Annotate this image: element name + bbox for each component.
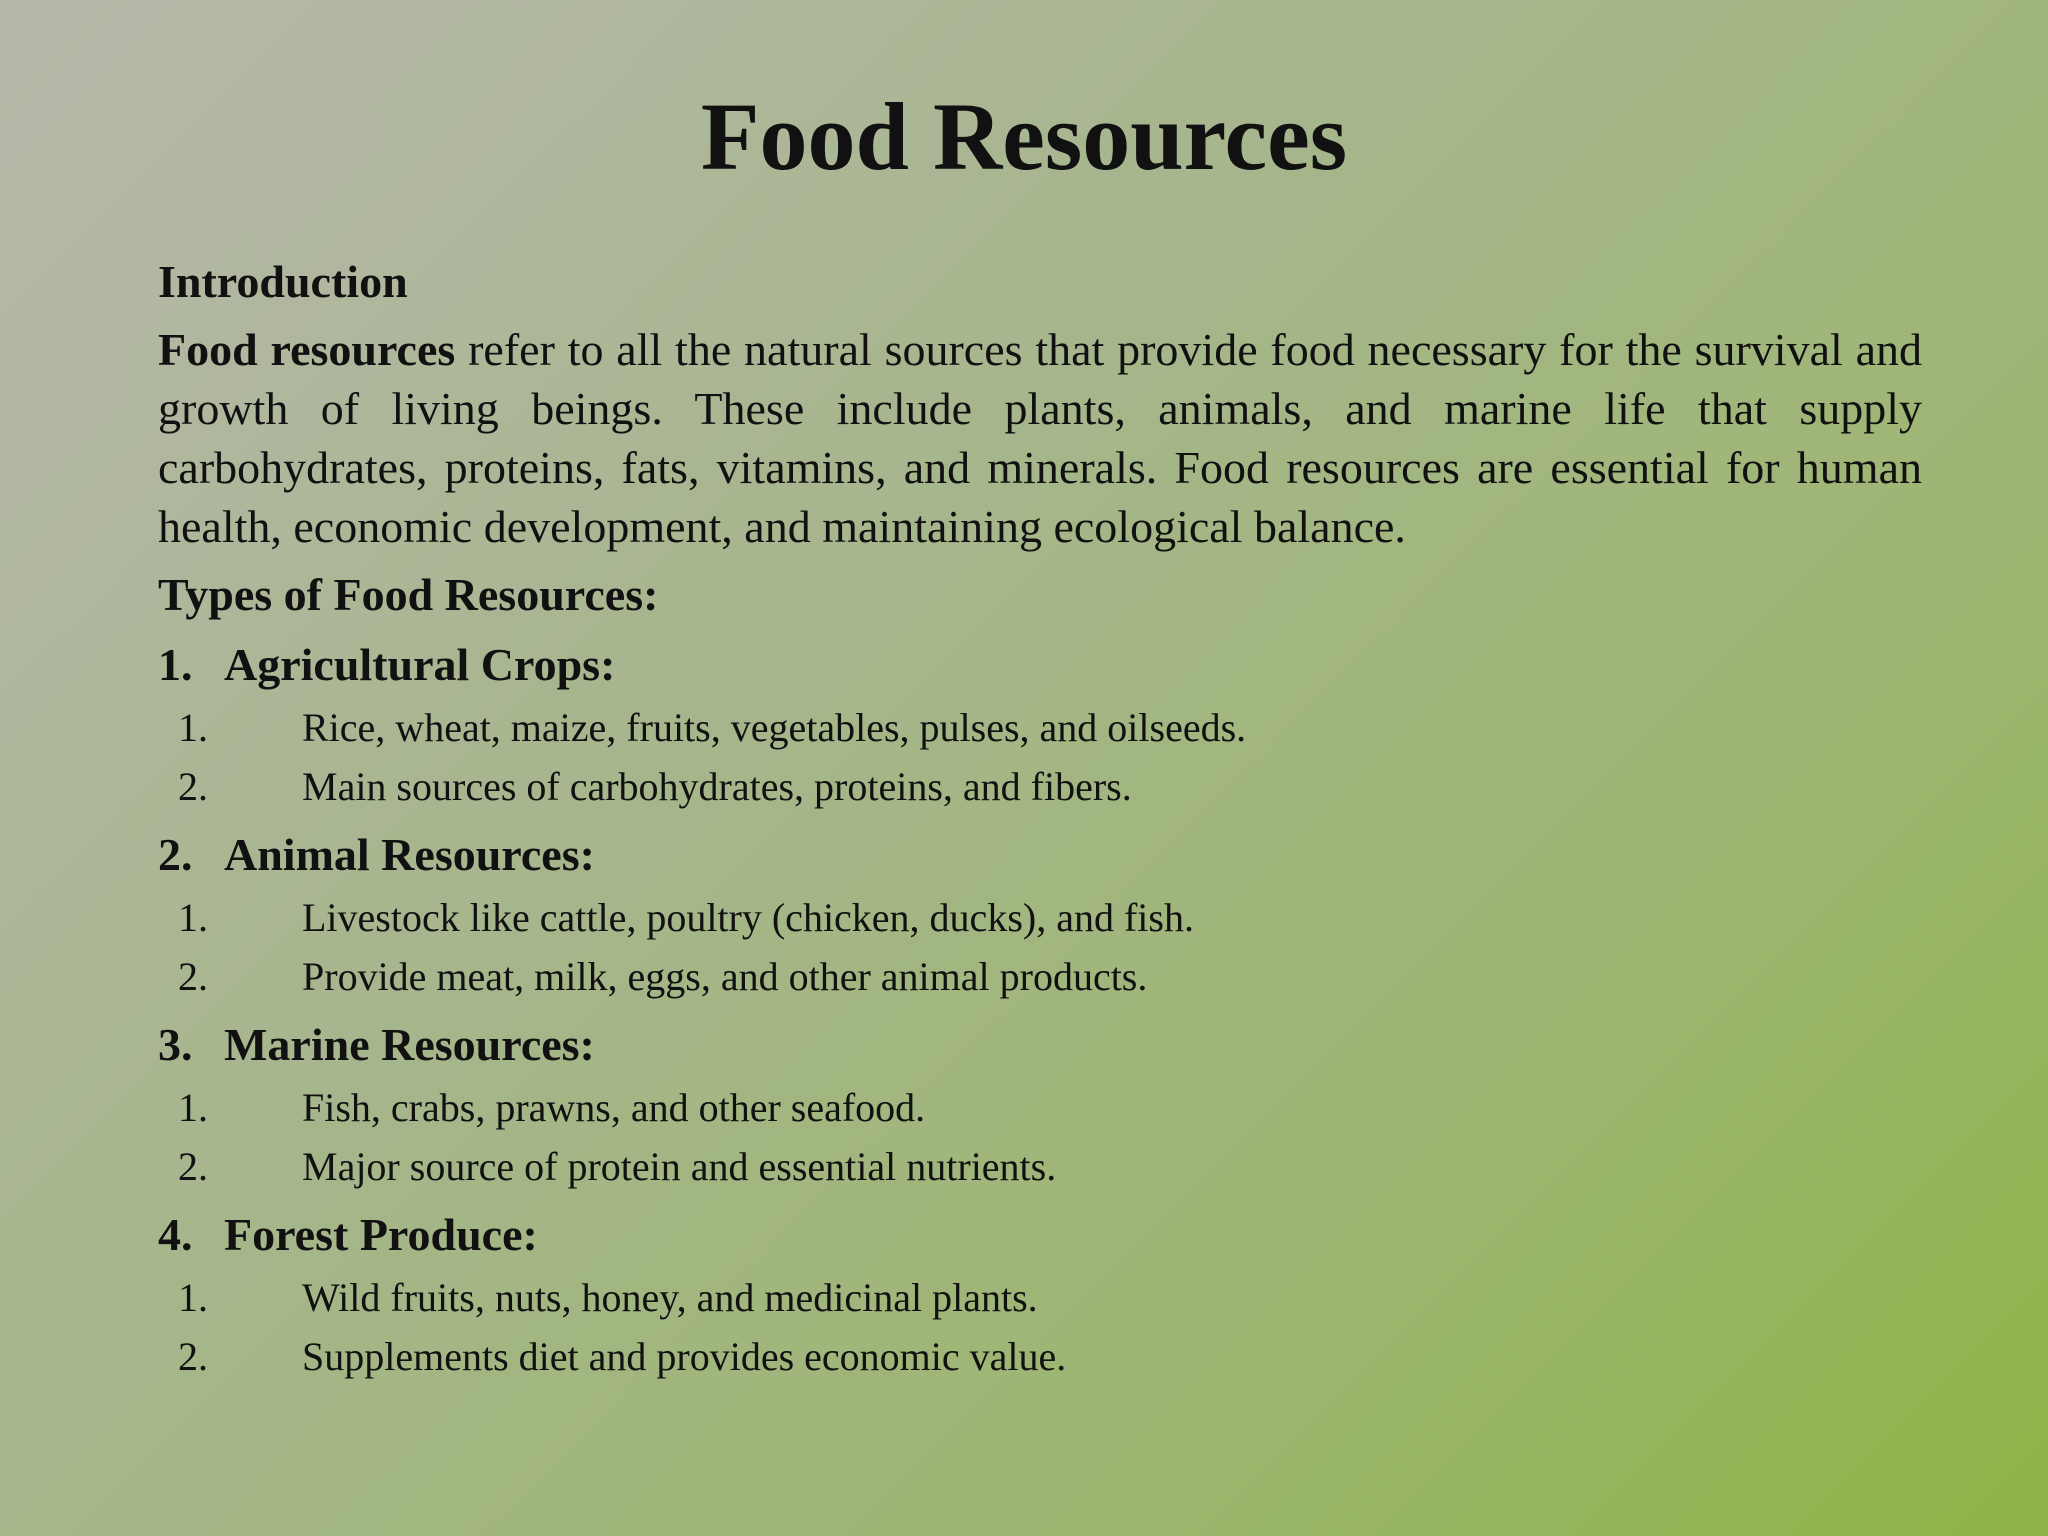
intro-lead: Food resources <box>158 324 456 375</box>
list-item-number: 1. <box>178 705 208 750</box>
category-forest-produce <box>158 1206 1922 1386</box>
list-item-number: 1. <box>178 1085 208 1130</box>
category-number: 4. <box>158 1209 193 1260</box>
list-item <box>158 1137 1922 1196</box>
sub-list <box>158 698 1922 816</box>
list-item-text: Livestock like cattle, poultry (chicken, ducks), and fish. <box>302 895 1194 940</box>
category-label: Marine Resources: <box>224 1019 595 1070</box>
list-item-text: Main sources of carbohydrates, proteins, and fibers. <box>302 764 1132 809</box>
slide-title: Food Resources <box>700 83 1348 190</box>
intro-paragraph <box>158 320 1922 556</box>
list-item <box>158 757 1922 816</box>
list-item-text: Major source of protein and essential nutrients. <box>302 1144 1057 1189</box>
sub-list <box>158 888 1922 1006</box>
category-number: 1. <box>158 639 193 690</box>
category-number: 2. <box>158 829 193 880</box>
list-item-number: 1. <box>178 1275 208 1320</box>
category-title <box>158 1206 1922 1264</box>
intro-text: refer to all the natural sources that provide food necessary for the survival and growth of living beings. These include plants, animals, and marine life that supply carbohydrates, proteins, fats, vitamins, and minerals. Food resources are essential for human health, economic development, and maintaining ecological balance. <box>158 324 1922 552</box>
list-item-number: 2. <box>178 954 208 999</box>
category-marine-resources <box>158 1016 1922 1196</box>
list-item <box>158 698 1922 757</box>
category-agricultural-crops <box>158 636 1922 816</box>
category-title <box>158 636 1922 694</box>
category-label: Animal Resources: <box>224 829 595 880</box>
list-item-number: 2. <box>178 1144 208 1189</box>
types-heading: Types of Food Resources: <box>158 569 659 620</box>
category-number: 3. <box>158 1019 193 1070</box>
intro-heading: Introduction <box>158 256 408 307</box>
category-label: Forest Produce: <box>224 1209 538 1260</box>
list-item <box>158 947 1922 1006</box>
category-title <box>158 826 1922 884</box>
list-item-text: Supplements diet and provides economic value. <box>302 1334 1067 1379</box>
slide-content <box>158 252 1922 1386</box>
list-item-number: 2. <box>178 1334 208 1379</box>
list-item-text: Fish, crabs, prawns, and other seafood. <box>302 1085 926 1130</box>
list-item-text: Provide meat, milk, eggs, and other animal products. <box>302 954 1148 999</box>
sub-list <box>158 1078 1922 1196</box>
list-item-text: Wild fruits, nuts, honey, and medicinal plants. <box>302 1275 1038 1320</box>
category-label: Agricultural Crops: <box>224 639 616 690</box>
category-animal-resources <box>158 826 1922 1006</box>
category-title <box>158 1016 1922 1074</box>
list-item <box>158 1327 1922 1386</box>
sub-list <box>158 1268 1922 1386</box>
list-item <box>158 1268 1922 1327</box>
list-item-text: Rice, wheat, maize, fruits, vegetables, pulses, and oilseeds. <box>302 705 1247 750</box>
list-item <box>158 1078 1922 1137</box>
list-item-number: 2. <box>178 764 208 809</box>
list-item <box>158 888 1922 947</box>
list-item-number: 1. <box>178 895 208 940</box>
